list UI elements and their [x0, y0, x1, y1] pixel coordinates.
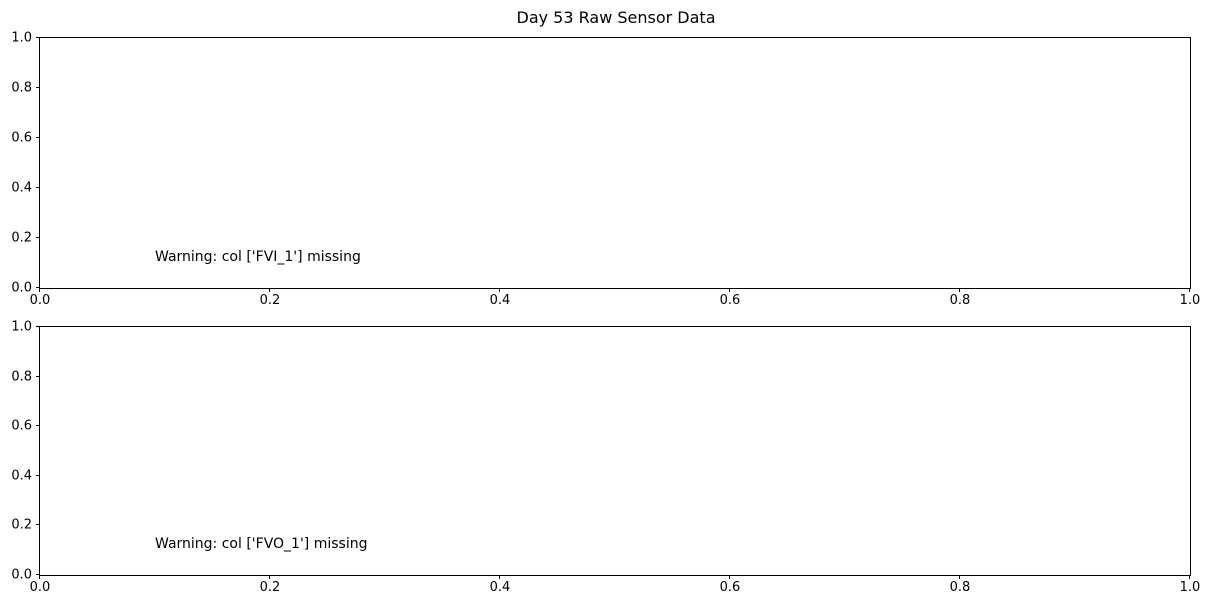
warning-annotation: Warning: col ['FVO_1'] missing	[155, 536, 368, 553]
y-tick-label: 0.8	[11, 80, 32, 96]
y-tick-label: 0.0	[11, 567, 32, 583]
y-tick-mark	[36, 524, 40, 525]
y-tick-label: 0.2	[11, 517, 32, 533]
y-tick-label: 0.4	[11, 180, 32, 196]
y-tick-mark	[36, 425, 40, 426]
y-tick-mark	[36, 574, 40, 575]
subplot-fvi	[11, 30, 1201, 308]
y-tick-label: 0.4	[11, 468, 32, 484]
x-tick-label: 1.0	[1179, 293, 1201, 308]
warning-annotation: Warning: col ['FVI_1'] missing	[155, 249, 361, 265]
x-tick-label: 1.0	[1179, 580, 1201, 595]
x-tick-mark	[269, 575, 270, 579]
y-tick-mark	[36, 87, 40, 88]
y-tick-label: 0.8	[11, 369, 32, 385]
x-tick-mark	[269, 288, 270, 292]
x-tick-label: 0.0	[29, 580, 51, 595]
y-tick-mark	[36, 187, 40, 188]
x-tick-label: 0.0	[29, 293, 51, 308]
y-tick-mark	[36, 137, 40, 138]
y-tick-mark	[36, 287, 40, 288]
x-tick-mark	[729, 575, 730, 579]
x-tick-mark	[499, 575, 500, 579]
x-tick-mark	[1189, 575, 1190, 579]
x-tick-label: 0.8	[949, 293, 971, 308]
x-tick-label: 0.2	[259, 580, 281, 595]
y-tick-mark	[36, 475, 40, 476]
y-tick-label: 0.6	[11, 130, 32, 146]
x-tick-label: 0.8	[949, 580, 971, 595]
x-tick-mark	[499, 288, 500, 292]
y-tick-label: 0.6	[11, 418, 32, 434]
y-tick-mark	[36, 376, 40, 377]
x-tick-label: 0.2	[259, 293, 281, 308]
y-tick-mark	[36, 237, 40, 238]
x-tick-mark	[959, 575, 960, 579]
x-tick-mark	[39, 575, 40, 579]
y-tick-label: 1.0	[11, 319, 32, 335]
x-tick-mark	[1189, 288, 1190, 292]
x-tick-mark	[39, 288, 40, 292]
y-tick-label: 0.0	[11, 280, 32, 296]
y-tick-label: 0.2	[11, 230, 32, 246]
x-tick-mark	[959, 288, 960, 292]
y-tick-mark	[36, 37, 40, 38]
figure-title: Day 53 Raw Sensor Data	[516, 8, 716, 27]
x-tick-label: 0.6	[719, 293, 741, 308]
y-tick-label: 1.0	[11, 30, 32, 46]
x-tick-label: 0.4	[489, 293, 511, 308]
x-tick-mark	[729, 288, 730, 292]
x-tick-label: 0.4	[489, 580, 511, 595]
x-tick-label: 0.6	[719, 580, 741, 595]
subplot-fvo	[11, 319, 1201, 595]
y-tick-mark	[36, 326, 40, 327]
